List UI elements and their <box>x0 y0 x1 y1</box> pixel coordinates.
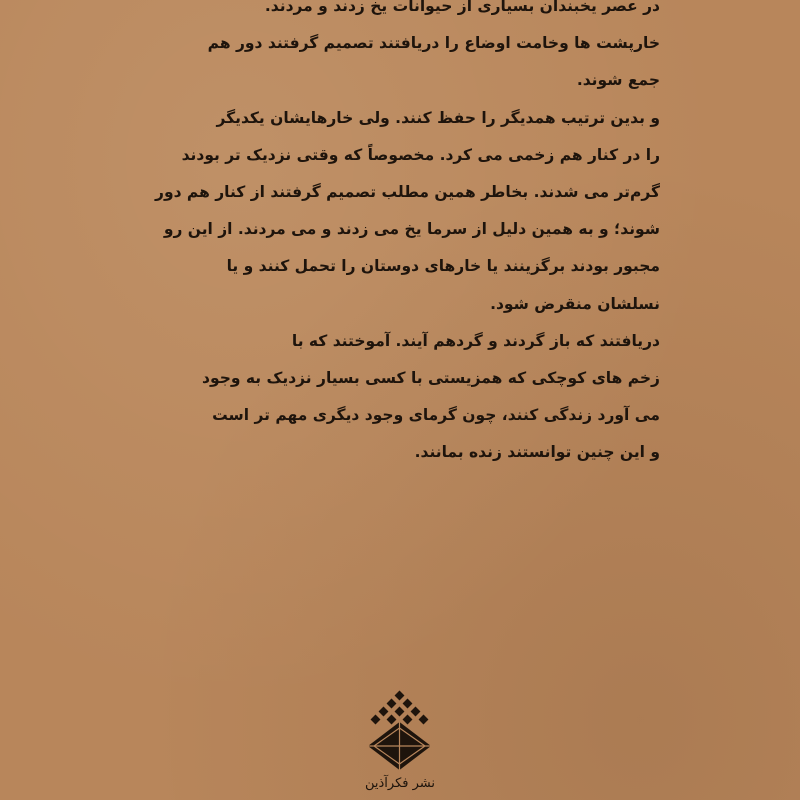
text-line: خارپشت ها وخامت اوضاع را دریافتند تصمیم گرفتند دور هم <box>207 34 660 53</box>
text-line: و بدین ترتیب همدیگر را حفظ کنند. ولی خارهایشان یکدیگر <box>216 108 660 127</box>
text-line: زخم های کوچکی که همزیستی با کسی بسیار نزدیک به وجود <box>202 368 660 387</box>
text-line: می آورد زندگی کنند، چون گرمای وجود دیگری مهم تر است <box>212 406 660 425</box>
text-line: را در کنار هم زخمی می کرد. مخصوصاً که وقتی نزدیک تر بودند <box>181 145 660 164</box>
text-line: دریافتند که باز گردند و گردهم آیند. آموختند که با <box>291 331 660 350</box>
paragraph-1 <box>120 0 660 100</box>
text-line: شوند؛ و به همین دلیل از سرما یخ می زدند و می مردند. از این رو <box>163 220 660 239</box>
text-line: در عصر یخبندان بسیاری از حیوانات یخ زدند و مردند. <box>264 0 660 15</box>
text-line: نسلشان منقرض شود. <box>490 294 660 313</box>
text-line: و این چنین توانستند زنده بمانند. <box>414 443 660 462</box>
paragraph-2 <box>120 100 660 323</box>
text-line: جمع شوند. <box>576 71 660 90</box>
publisher-name: نشر فکرآذین <box>364 776 435 791</box>
diamond-dots-logo-icon <box>355 688 445 778</box>
body-text <box>120 0 660 471</box>
text-line: گرم‌تر می شدند. بخاطر همین مطلب تصمیم گرفتند از کنار هم دور <box>155 182 660 201</box>
text-line: مجبور بودند برگزینند یا خارهای دوستان را تحمل کنند و یا <box>226 257 660 276</box>
paragraph-3 <box>120 323 660 472</box>
